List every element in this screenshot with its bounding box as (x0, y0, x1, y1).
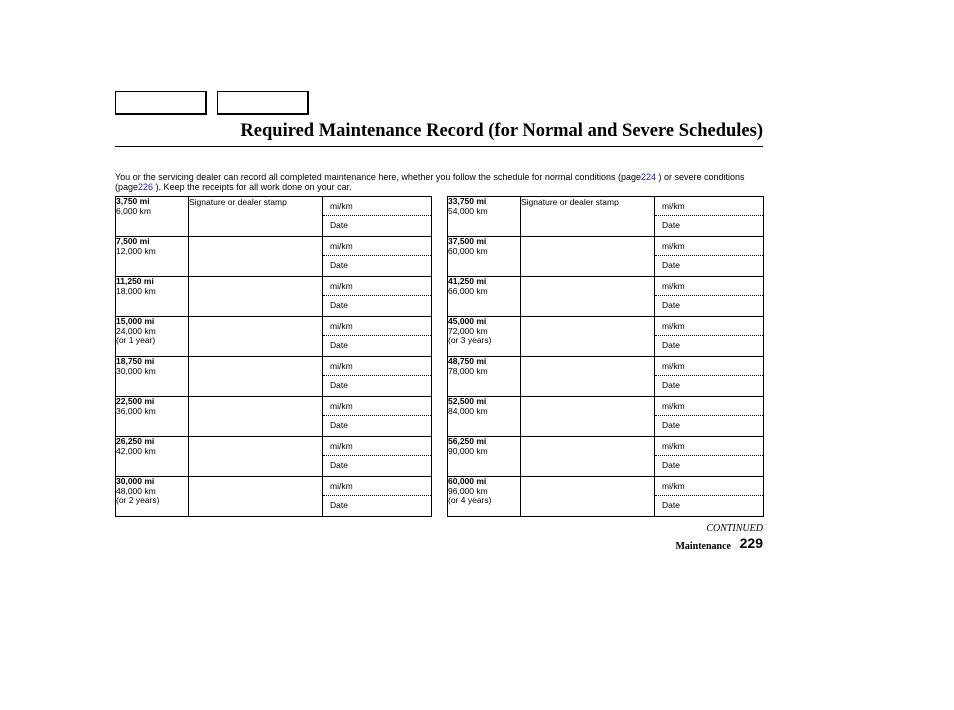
record-cell (655, 397, 764, 437)
date-label: Date (662, 220, 680, 230)
date-label: Date (662, 300, 680, 310)
table-row (116, 317, 432, 357)
date-field[interactable] (655, 497, 763, 510)
signature-cell[interactable] (189, 397, 323, 437)
table-row (448, 437, 764, 477)
record-cell (655, 357, 764, 397)
table-row (448, 477, 764, 517)
interval-cell (448, 197, 521, 237)
mikm-field[interactable] (323, 477, 431, 496)
record-cell (655, 277, 764, 317)
nav-button-1[interactable] (115, 91, 207, 115)
date-field[interactable] (655, 297, 763, 310)
date-label: Date (330, 420, 348, 430)
interval-miles: 41,250 mi (448, 276, 487, 286)
interval-cell (116, 277, 189, 317)
record-cell (655, 317, 764, 357)
date-label: Date (330, 260, 348, 270)
record-cell (323, 437, 432, 477)
table-row (116, 357, 432, 397)
interval-miles: 56,250 mi (448, 436, 487, 446)
mikm-field[interactable] (323, 437, 431, 456)
mikm-field[interactable] (655, 237, 763, 256)
mikm-field[interactable] (323, 317, 431, 336)
table-row (448, 397, 764, 437)
interval-km: 18,000 km (116, 285, 156, 296)
interval-km: 48,000 km (116, 485, 156, 496)
table-row (116, 237, 432, 277)
date-label: Date (662, 340, 680, 350)
interval-km: 84,000 km (448, 405, 488, 416)
signature-cell[interactable] (521, 357, 655, 397)
date-field[interactable] (655, 377, 763, 390)
interval-km: 24,000 km (116, 325, 156, 336)
mikm-field[interactable] (323, 357, 431, 376)
date-field[interactable] (323, 417, 431, 430)
interval-miles: 15,000 mi (116, 316, 155, 326)
interval-km: 78,000 km (448, 365, 488, 376)
signature-cell[interactable] (521, 437, 655, 477)
date-label: Date (330, 340, 348, 350)
stamp-header: Signature or dealer stamp (521, 197, 619, 207)
maintenance-table-left (115, 196, 432, 517)
interval-cell (448, 317, 521, 357)
mikm-field[interactable] (323, 237, 431, 256)
interval-time: (or 1 year) (116, 335, 156, 345)
record-cell (323, 357, 432, 397)
date-field[interactable] (323, 217, 431, 230)
mikm-field[interactable] (655, 477, 763, 496)
maintenance-table-right (447, 196, 764, 517)
date-label: Date (330, 380, 348, 390)
interval-miles: 26,250 mi (116, 436, 155, 446)
mikm-label: mi/km (662, 441, 685, 451)
date-field[interactable] (655, 337, 763, 350)
record-cell (323, 317, 432, 357)
date-field[interactable] (323, 377, 431, 390)
interval-km: 96,000 km (448, 485, 488, 496)
interval-cell (116, 357, 189, 397)
record-cell (655, 437, 764, 477)
interval-cell (116, 237, 189, 277)
interval-km: 60,000 km (448, 245, 488, 256)
table-row (116, 437, 432, 477)
mikm-label: mi/km (662, 321, 685, 331)
date-field[interactable] (323, 257, 431, 270)
interval-km: 6,000 km (116, 205, 151, 216)
interval-km: 90,000 km (448, 445, 488, 456)
mikm-field[interactable] (655, 357, 763, 376)
signature-cell[interactable] (521, 277, 655, 317)
date-label: Date (330, 300, 348, 310)
record-cell (323, 477, 432, 517)
signature-cell[interactable] (521, 237, 655, 277)
interval-miles: 37,500 mi (448, 236, 487, 246)
interval-miles: 45,000 mi (448, 316, 487, 326)
intro-text-2: ) or severe conditions (page (115, 172, 745, 192)
record-cell (655, 197, 764, 237)
mikm-label: mi/km (662, 361, 685, 371)
mikm-label: mi/km (330, 241, 353, 251)
date-label: Date (662, 380, 680, 390)
mikm-label: mi/km (662, 241, 685, 251)
date-label: Date (662, 260, 680, 270)
date-field[interactable] (323, 337, 431, 350)
page-title: Required Maintenance Record (for Normal and Severe Schedules) (240, 121, 763, 141)
table-row (116, 397, 432, 437)
table-row (448, 197, 764, 237)
intro-text-1: You or the servicing dealer can record all completed maintenance here, whether you follow the schedule for normal conditions (page (115, 172, 641, 182)
date-label: Date (662, 500, 680, 510)
interval-miles: 22,500 mi (116, 396, 155, 406)
date-field[interactable] (655, 217, 763, 230)
section-label: Maintenance (675, 541, 731, 552)
intro-text-3: ). Keep the receipts for all work done on your car. (153, 182, 352, 192)
interval-km: 72,000 km (448, 325, 488, 336)
interval-miles: 33,750 mi (448, 196, 487, 206)
interval-km: 36,000 km (116, 405, 156, 416)
interval-miles: 11,250 mi (116, 276, 154, 286)
table-row (448, 317, 764, 357)
page-link-224[interactable]: 224 (640, 172, 657, 182)
mikm-label: mi/km (330, 481, 353, 491)
nav-button-2[interactable] (217, 91, 309, 115)
table-row (448, 237, 764, 277)
interval-cell (448, 277, 521, 317)
record-cell (323, 277, 432, 317)
signature-cell[interactable] (521, 477, 655, 517)
continued-label: CONTINUED (706, 523, 763, 534)
interval-miles: 60,000 mi (448, 476, 487, 486)
signature-cell[interactable] (189, 317, 323, 357)
date-label: Date (330, 460, 348, 470)
table-row (448, 277, 764, 317)
table-row (116, 277, 432, 317)
mikm-field[interactable] (323, 397, 431, 416)
mikm-label: mi/km (330, 321, 353, 331)
interval-cell (116, 397, 189, 437)
date-field[interactable] (323, 297, 431, 310)
page-number: 229 (739, 535, 763, 551)
mikm-label: mi/km (662, 401, 685, 411)
mikm-label: mi/km (330, 201, 353, 211)
date-field[interactable] (323, 457, 431, 470)
page-link-226[interactable]: 226 (138, 182, 154, 192)
interval-time: (or 4 years) (448, 495, 492, 505)
mikm-label: mi/km (330, 401, 353, 411)
interval-miles: 52,500 mi (448, 396, 487, 406)
record-cell (323, 397, 432, 437)
mikm-field[interactable] (655, 197, 763, 216)
signature-cell[interactable] (521, 397, 655, 437)
interval-cell (448, 437, 521, 477)
mikm-field[interactable] (655, 317, 763, 336)
date-field[interactable] (655, 417, 763, 430)
table-row (116, 477, 432, 517)
mikm-label: mi/km (662, 281, 685, 291)
mikm-label: mi/km (662, 201, 685, 211)
signature-cell[interactable] (189, 197, 323, 237)
interval-miles: 3,750 mi (116, 196, 150, 206)
interval-time: (or 3 years) (448, 335, 492, 345)
signature-cell[interactable] (189, 237, 323, 277)
signature-cell[interactable] (189, 277, 323, 317)
date-label: Date (662, 420, 680, 430)
interval-km: 66,000 km (448, 285, 488, 296)
mikm-field[interactable] (323, 277, 431, 296)
table-row (116, 197, 432, 237)
date-field[interactable] (655, 457, 763, 470)
interval-km: 54,000 km (448, 205, 488, 216)
interval-cell (448, 397, 521, 437)
interval-km: 42,000 km (116, 445, 156, 456)
interval-cell (116, 437, 189, 477)
interval-miles: 30,000 mi (116, 476, 155, 486)
signature-cell[interactable] (189, 357, 323, 397)
mikm-field[interactable] (655, 437, 763, 456)
mikm-label: mi/km (330, 281, 353, 291)
table-row (448, 357, 764, 397)
stamp-header: Signature or dealer stamp (189, 197, 287, 207)
record-cell (655, 477, 764, 517)
interval-cell (116, 317, 189, 357)
mikm-field[interactable] (655, 277, 763, 296)
signature-cell[interactable] (189, 477, 323, 517)
interval-km: 30,000 km (116, 365, 156, 376)
interval-cell (116, 197, 189, 237)
date-label: Date (330, 220, 348, 230)
intro-paragraph (115, 172, 763, 192)
interval-cell (448, 477, 521, 517)
mikm-label: mi/km (330, 441, 353, 451)
record-cell (323, 197, 432, 237)
interval-cell (116, 477, 189, 517)
mikm-field[interactable] (655, 397, 763, 416)
signature-cell[interactable] (521, 317, 655, 357)
record-cell (323, 237, 432, 277)
interval-miles: 7,500 mi (116, 236, 150, 246)
signature-cell[interactable] (189, 437, 323, 477)
interval-km: 12,000 km (116, 245, 156, 256)
title-divider (115, 146, 763, 147)
date-field[interactable] (323, 497, 431, 510)
mikm-field[interactable] (323, 197, 431, 216)
interval-miles: 48,750 mi (448, 356, 487, 366)
interval-cell (448, 357, 521, 397)
record-cell (655, 237, 764, 277)
date-field[interactable] (655, 257, 763, 270)
signature-cell[interactable] (521, 197, 655, 237)
mikm-label: mi/km (662, 481, 685, 491)
interval-cell (448, 237, 521, 277)
interval-time: (or 2 years) (116, 495, 160, 505)
date-label: Date (662, 460, 680, 470)
date-label: Date (330, 500, 348, 510)
mikm-label: mi/km (330, 361, 353, 371)
interval-miles: 18,750 mi (116, 356, 155, 366)
